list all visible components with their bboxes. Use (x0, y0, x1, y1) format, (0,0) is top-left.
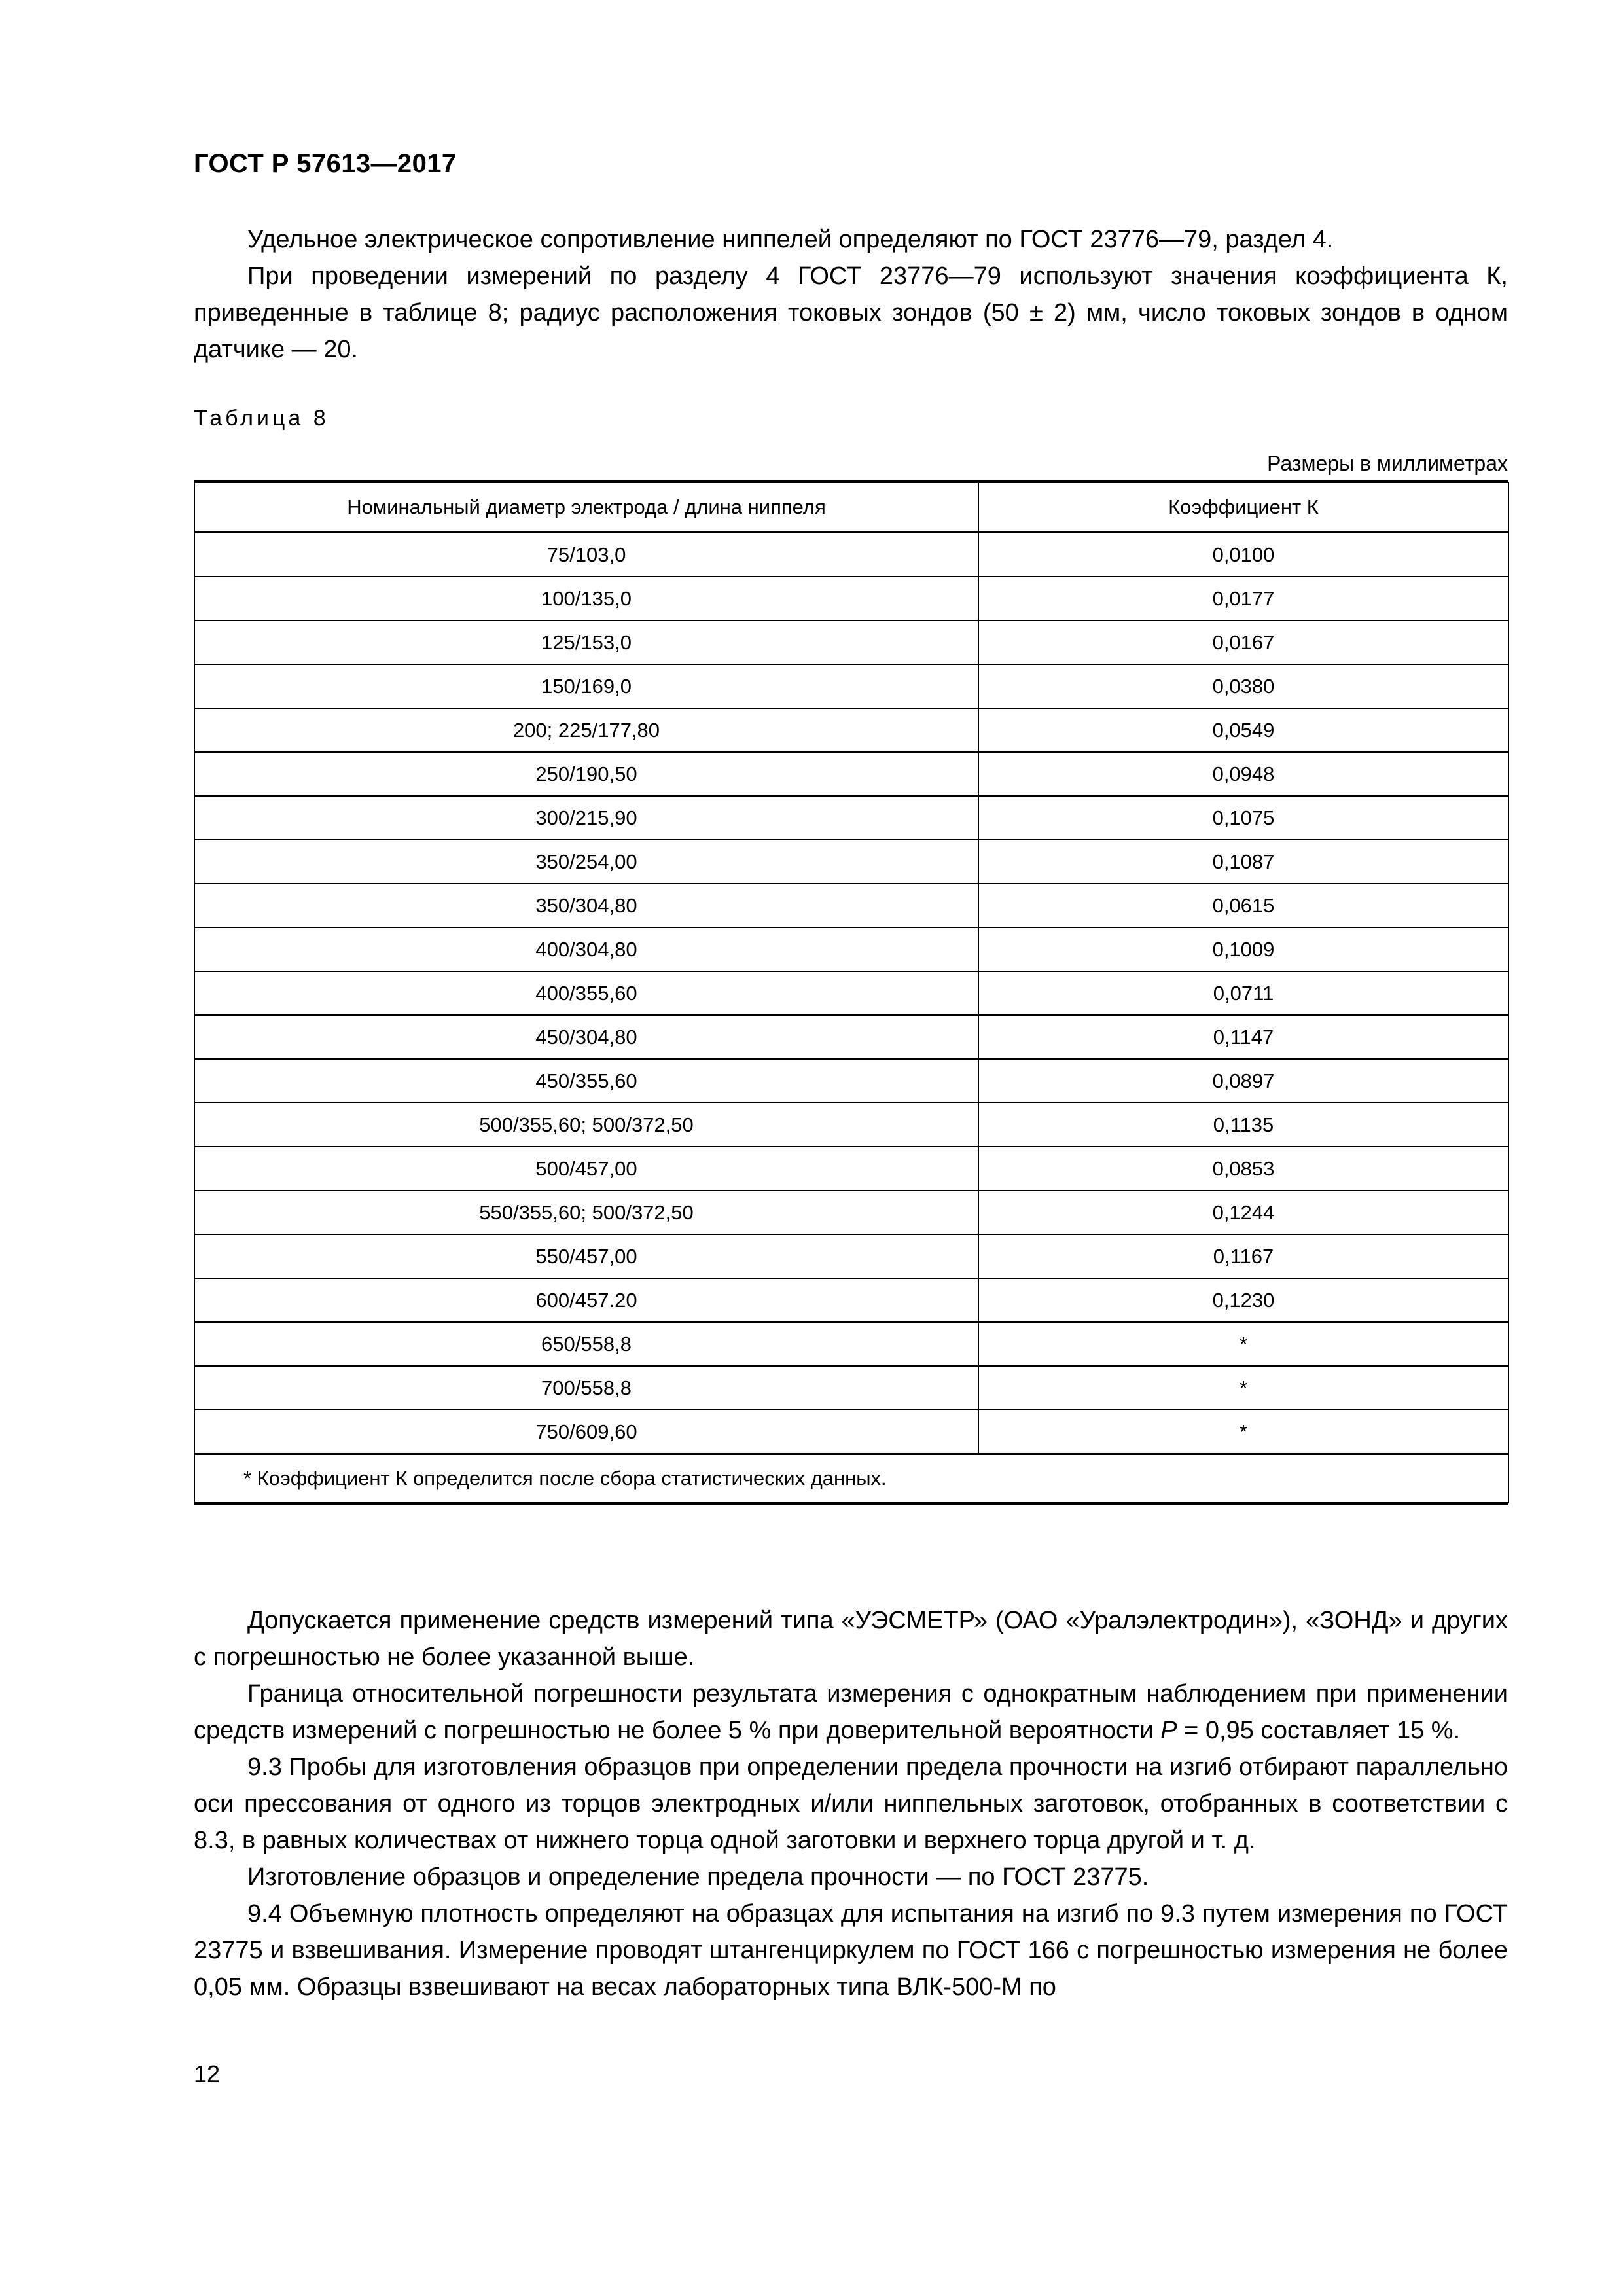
table-row (194, 708, 1508, 752)
paragraph-sample-manufacture: Изготовление образцов и определение предела прочности — по ГОСТ 23775. (247, 1863, 1149, 1891)
cell-coefficient: 0,1167 (978, 1234, 1508, 1278)
table-row (194, 577, 1508, 620)
table-row (194, 971, 1508, 1015)
table-row (194, 1191, 1508, 1234)
intro-text-block (194, 221, 1508, 368)
cell-coefficient: 0,0615 (978, 884, 1508, 927)
cell-coefficient: 0,0711 (978, 971, 1508, 1015)
cell-coefficient: 0,0897 (978, 1059, 1508, 1103)
running-head: ГОСТ Р 57613—2017 (194, 149, 457, 178)
cell-diameter: 150/169,0 (194, 664, 978, 708)
cell-diameter: 250/190,50 (194, 752, 978, 796)
cell-coefficient: 0,0948 (978, 752, 1508, 796)
table-header-row (194, 482, 1508, 533)
cell-diameter: 300/215,90 (194, 796, 978, 840)
cell-diameter: 500/355,60; 500/372,50 (194, 1103, 978, 1147)
paragraph-resistivity: Удельное электрическое сопротивление ниппелей определяют по ГОСТ 23776—79, раздел 4. (247, 226, 1334, 253)
cell-coefficient: 0,1075 (978, 796, 1508, 840)
cell-diameter: 700/558,8 (194, 1366, 978, 1410)
cell-diameter: 350/254,00 (194, 840, 978, 884)
cell-diameter: 200; 225/177,80 (194, 708, 978, 752)
cell-diameter: 75/103,0 (194, 533, 978, 577)
table-row (194, 1234, 1508, 1278)
table-row (194, 620, 1508, 664)
cell-diameter: 550/355,60; 500/372,50 (194, 1191, 978, 1234)
table-row (194, 1322, 1508, 1366)
cell-diameter: 550/457,00 (194, 1234, 978, 1278)
paragraph-clause-9-4: 9.4 Объемную плотность определяют на образцах для испытания на изгиб по 9.3 путем измерения по ГОСТ 23775 и взвешивания. Измерение проводят штангенциркулем по ГОСТ 166 с погрешностью измерения не более 0,05 мм. Образцы взвешивают на весах лабораторных типа ВЛК-500-М по (194, 1900, 1508, 2001)
cell-diameter: 750/609,60 (194, 1410, 978, 1454)
cell-coefficient: 0,0100 (978, 533, 1508, 577)
cell-diameter: 125/153,0 (194, 620, 978, 664)
cell-diameter: 450/304,80 (194, 1015, 978, 1059)
table-body (194, 533, 1508, 1503)
table-row (194, 664, 1508, 708)
table-row (194, 1103, 1508, 1147)
paragraph-clause-9-3: 9.3 Пробы для изготовления образцов при определении предела прочности на изгиб отбирают параллельно оси прессования от одного из торцов электродных и/или ниппельных заготовок, отобранных в соответствии с 8.3, в равных количествах от нижнего торца одной заготовки и верхнего торца другой и т. д. (194, 1753, 1508, 1854)
table-row (194, 1278, 1508, 1322)
table-row (194, 884, 1508, 927)
table-footnote-row (194, 1454, 1508, 1503)
table-row (194, 533, 1508, 577)
paragraph-allowed-instruments: Допускается применение средств измерений типа «УЭСМЕТР» (ОАО «Уралэлектродин»), «ЗОНД» и других с погрешностью не более указанной выше. (194, 1607, 1508, 1671)
cell-diameter: 500/457,00 (194, 1147, 978, 1191)
cell-coefficient: 0,1230 (978, 1278, 1508, 1322)
cell-diameter: 600/457.20 (194, 1278, 978, 1322)
table-8-wrapper (194, 480, 1508, 1505)
cell-coefficient: 0,0177 (978, 577, 1508, 620)
cell-coefficient: 0,1009 (978, 927, 1508, 971)
cell-coefficient: 0,1135 (978, 1103, 1508, 1147)
cell-coefficient: 0,0167 (978, 620, 1508, 664)
cell-coefficient: 0,1087 (978, 840, 1508, 884)
table-row (194, 1410, 1508, 1454)
table-caption: Таблица 8 (194, 406, 329, 431)
cell-diameter: 400/304,80 (194, 927, 978, 971)
table-row (194, 752, 1508, 796)
table-bottom-rule (194, 1503, 1508, 1505)
column-header-coefficient: Коэффициент К (978, 482, 1508, 533)
cell-diameter: 100/135,0 (194, 577, 978, 620)
cell-diameter: 400/355,60 (194, 971, 978, 1015)
table-footnote: * Коэффициент К определится после сбора статистических данных. (194, 1454, 1508, 1503)
cell-coefficient: 0,0380 (978, 664, 1508, 708)
table-row (194, 927, 1508, 971)
cell-coefficient: 0,0549 (978, 708, 1508, 752)
table-row (194, 796, 1508, 840)
table-coefficient-k (194, 482, 1509, 1503)
cell-coefficient: 0,1244 (978, 1191, 1508, 1234)
error-limit-text-b: = 0,95 составляет 15 %. (1177, 1717, 1461, 1744)
table-row (194, 1059, 1508, 1103)
cell-coefficient: * (978, 1410, 1508, 1454)
table-row (194, 1015, 1508, 1059)
tail-text-block (194, 1602, 1508, 2005)
error-limit-text-a: Граница относительной погрешности результата измерения с однократным наблюдением при применении средств измерений с погрешностью не более 5 % при доверительной вероятности (194, 1680, 1508, 1744)
table-row (194, 1147, 1508, 1191)
symbol-probability: P (1160, 1717, 1177, 1744)
paragraph-measurement: При проведении измерений по разделу 4 ГОСТ 23776—79 используют значения коэффициента К, приведенные в таблице 8; радиус расположения токовых зондов (50 ± 2) мм, число токовых зондов в одном датчике — 20. (194, 262, 1508, 363)
cell-coefficient: * (978, 1366, 1508, 1410)
table-units-note: Размеры в миллиметрах (1267, 452, 1508, 475)
cell-coefficient: * (978, 1322, 1508, 1366)
paragraph-error-limit (194, 1676, 1508, 1749)
table-row (194, 1366, 1508, 1410)
table-row (194, 840, 1508, 884)
page-number: 12 (194, 2060, 221, 2087)
cell-coefficient: 0,0853 (978, 1147, 1508, 1191)
cell-diameter: 650/558,8 (194, 1322, 978, 1366)
cell-coefficient: 0,1147 (978, 1015, 1508, 1059)
column-header-diameter: Номинальный диаметр электрода / длина ниппеля (194, 482, 978, 533)
cell-diameter: 450/355,60 (194, 1059, 978, 1103)
cell-diameter: 350/304,80 (194, 884, 978, 927)
